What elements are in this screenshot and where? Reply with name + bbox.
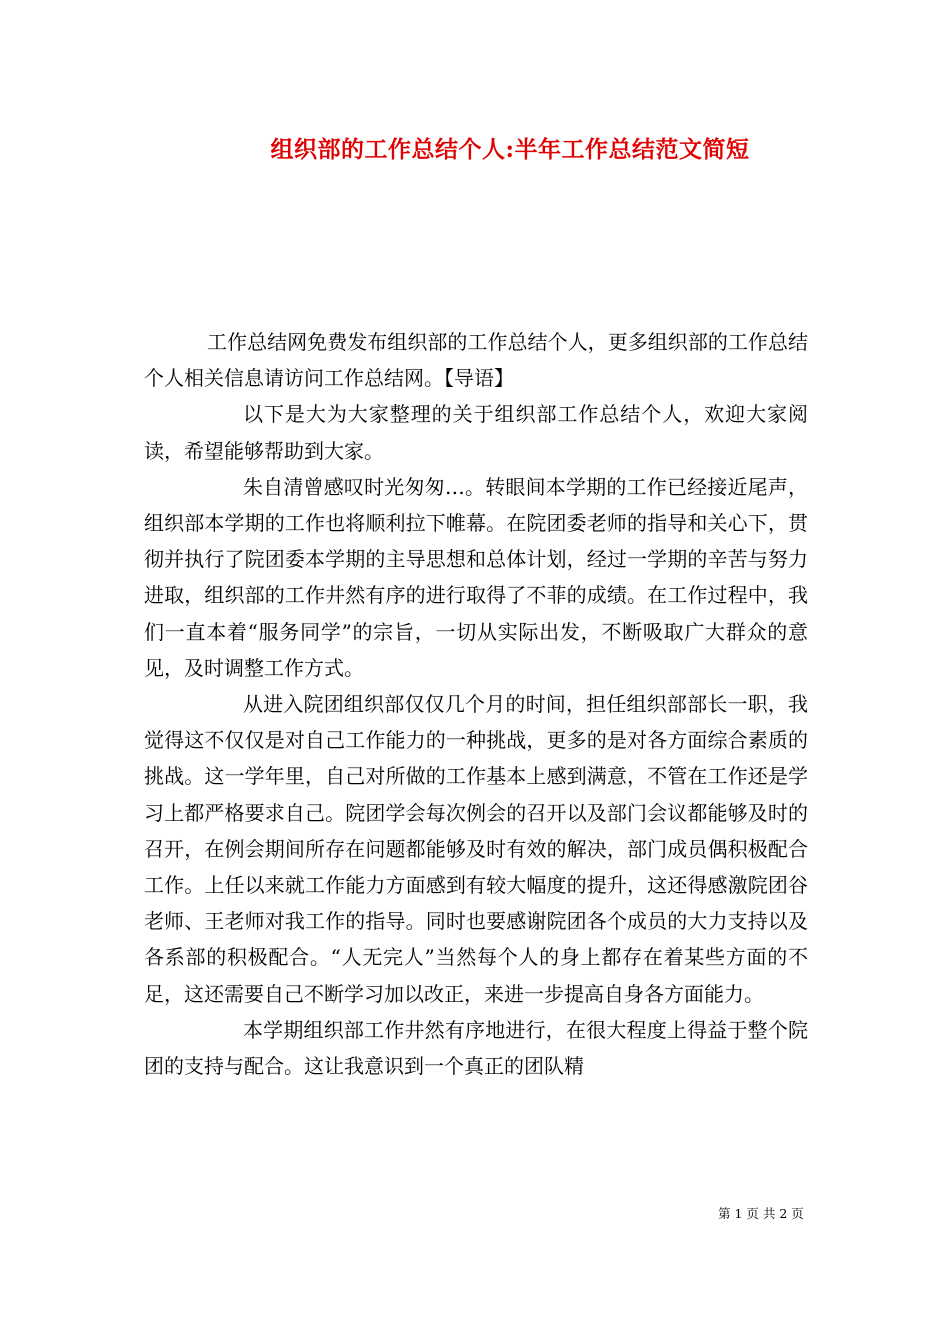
document-title: 组织部的工作总结个人:半年工作总结范文简短 xyxy=(270,136,750,163)
document-body xyxy=(144,324,808,1084)
page-number-footer: 第 1 页 共 2 页 xyxy=(718,1206,804,1221)
paragraph-lead: 以下是大为大家整理的关于组织部工作总结个人，欢迎大家阅读，希望能够帮助到大家。 xyxy=(144,402,808,463)
paragraph-intro: 工作总结网免费发布组织部的工作总结个人，更多组织部的工作总结个人相关信息请访问工作总结网。【导语】 xyxy=(144,330,808,391)
paragraph-body-3: 本学期组织部工作井然有序地进行，在很大程度上得益于整个院团的支持与配合。这让我意识到一个真正的团队精 xyxy=(144,1017,808,1079)
paragraph-body-2: 从进入院团组织部仅仅几个月的时间，担任组织部部长一职，我觉得这不仅仅是对自己工作能力的一种挑战，更多的是对各方面综合素质的挑战。这一学年里，自己对所做的工作基本上感到满意，不管在工作还是学习上都严格要求自己。院团学会每次例会的召开以及部门会议都能够及时的召开，在例会期间所存在问题都能够及时有效的解决，部门成员偶积极配合工作。上任以来就工作能力方面感到有较大幅度的提升，这还得感激院团谷老师、王老师对我工作的指导。同时也要感谢院团各个成员的大力支持以及各系部的积极配合。“人无完人”当然每个人的身上都存在着某些方面的不足，这还需要自己不断学习加以改正，来进一步提高自身各方面能力。 xyxy=(144,692,808,1006)
paragraph-body-1: 朱自清曾感叹时光匆匆…。转眼间本学期的工作已经接近尾声，组织部本学期的工作也将顺利拉下帷幕。在院团委老师的指导和关心下，贯彻并执行了院团委本学期的主导思想和总体计划，经过一学期的辛苦与努力进取，组织部的工作井然有序的进行取得了不菲的成绩。在工作过程中，我们一直本着“服务同学”的宗旨，一切从实际出发，不断吸取广大群众的意见，及时调整工作方式。 xyxy=(144,474,808,680)
